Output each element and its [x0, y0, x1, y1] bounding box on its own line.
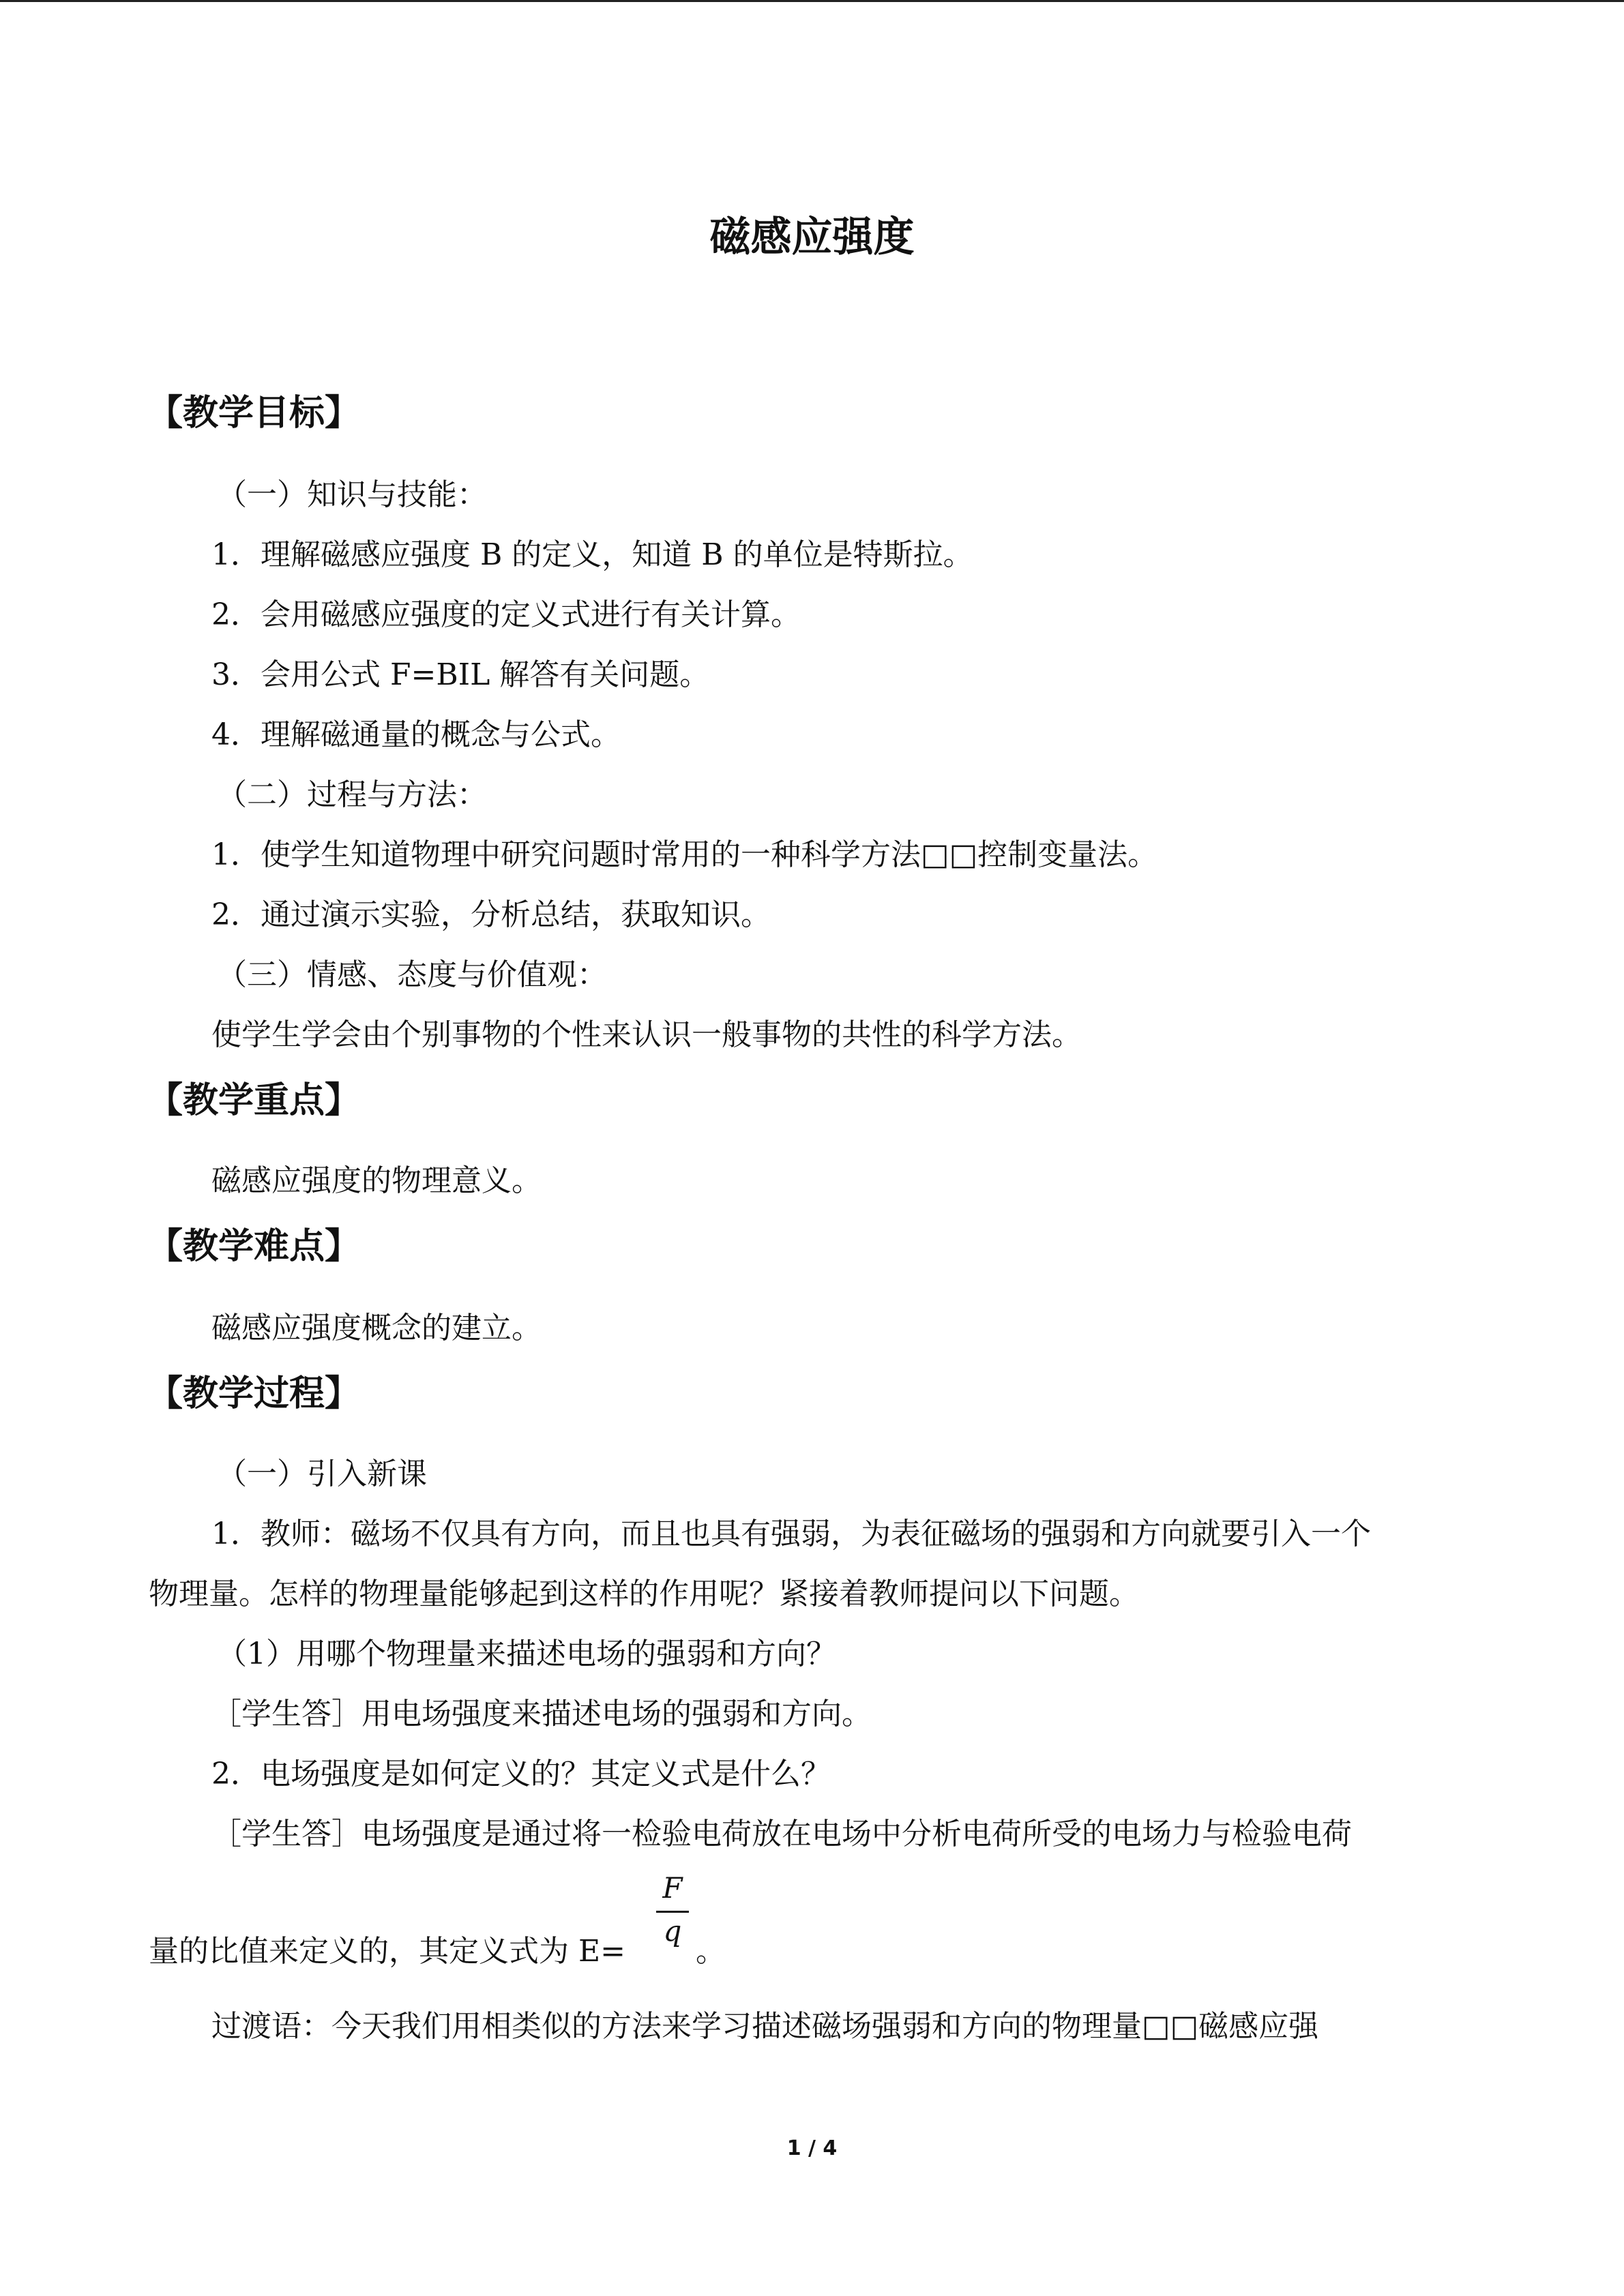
knowledge-item: 2．会用磁感应强度的定义式进行有关计算。	[211, 597, 801, 632]
difficulty-heading: 【教学难点】	[147, 1226, 361, 1267]
knowledge-item: 1．理解磁感应强度 B 的定义，知道 B 的单位是特斯拉。	[211, 537, 973, 572]
fraction-numerator: F	[662, 1871, 683, 1905]
transition-line: 过渡语：今天我们用相类似的方法来学习描述磁场强弱和方向的物理量□□磁感应强	[211, 2009, 1319, 2044]
page-indicator: 1 / 4	[786, 2136, 838, 2160]
key-point-heading: 【教学重点】	[147, 1080, 361, 1121]
difficulty-text: 磁感应强度概念的建立。	[211, 1311, 542, 1345]
knowledge-item: 4．理解磁通量的概念与公式。	[211, 717, 621, 752]
process-method-item: 2．通过演示实验，分析总结，获取知识。	[211, 897, 771, 932]
answer-line: 量的比值来定义的，其定义式为 E=	[149, 1934, 625, 1969]
fraction-denominator: q	[663, 1914, 682, 1948]
emotion-text: 使学生学会由个别事物的个性来认识一般事物的共性的科学方法。	[211, 1017, 1082, 1052]
formula-fraction	[656, 1871, 689, 1948]
answer-line: ［学生答］电场强度是通过将一检验电荷放在电场中分析电荷所受的电场力与检验电荷	[211, 1817, 1352, 1851]
intro-subheading: （一）引入新课	[217, 1457, 427, 1491]
question-line: （1）用哪个物理量来描述电场的强弱和方向？	[217, 1637, 836, 1671]
sentence-end-mark: 。	[696, 1934, 726, 1969]
key-point-text: 磁感应强度的物理意义。	[211, 1163, 542, 1198]
top-border-rule	[0, 0, 1624, 2]
emotion-subheading: （三）情感、态度与价值观：	[217, 957, 607, 992]
document-title: 磁感应强度	[709, 213, 915, 261]
knowledge-item: 3．会用公式 F=BIL 解答有关问题。	[211, 657, 710, 692]
paragraph-line: 1．教师：磁场不仅具有方向，而且也具有强弱，为表征磁场的强弱和方向就要引入一个	[211, 1517, 1371, 1551]
answer-line: ［学生答］用电场强度来描述电场的强弱和方向。	[211, 1697, 872, 1731]
process-method-subheading: （二）过程与方法：	[217, 777, 487, 812]
process-method-item: 1．使学生知道物理中研究问题时常用的一种科学方法□□控制变量法。	[211, 837, 1158, 872]
process-heading: 【教学过程】	[147, 1373, 361, 1414]
question-line: 2．电场强度是如何定义的？其定义式是什么？	[211, 1757, 831, 1791]
fraction-bar	[656, 1911, 689, 1913]
knowledge-subheading: （一）知识与技能：	[217, 477, 487, 512]
paragraph-line: 物理量。怎样的物理量能够起到这样的作用呢？紧接着教师提问以下问题。	[149, 1577, 1139, 1611]
objectives-heading: 【教学目标】	[147, 393, 361, 434]
